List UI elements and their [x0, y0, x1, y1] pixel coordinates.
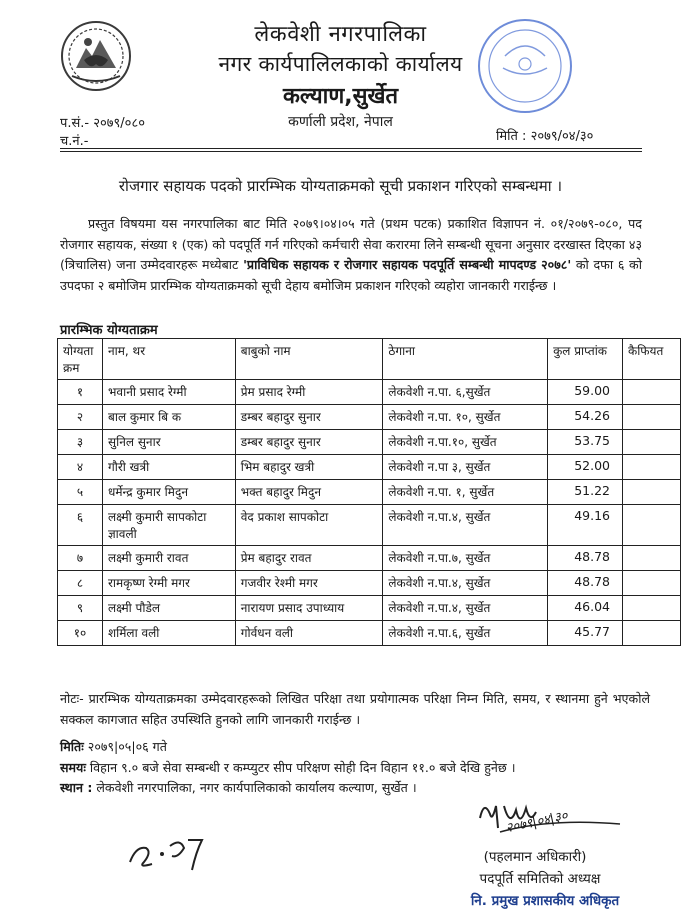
header-remarks: कैफियत — [622, 339, 680, 380]
subject-line: रोजगार सहायक पदको प्रारम्भिक योग्यताक्रमको सूची प्रकाशन गरिएको सम्बन्धमा । — [118, 177, 563, 195]
cell-score: 45.77 — [548, 621, 623, 646]
cell-name: लक्ष्मी पौडेल — [102, 596, 235, 621]
header-name: नाम, थर — [102, 339, 235, 380]
cell-address: लेकवेशी न.पा. ६,सुर्खेत — [383, 380, 548, 405]
cell-father: डम्बर बहादुर सुनार — [235, 430, 383, 455]
cell-father: भक्त बहादुर मिदुन — [235, 480, 383, 505]
cell-name: रामकृष्ण रेग्मी मगर — [102, 571, 235, 596]
exam-note: नोटः- प्रारम्भिक योग्यताक्रमका उम्मेदवारहरूको लिखित परिक्षा तथा प्रयोगात्मक परिक्षा निम्न मिति, समय, र स्थानमा हुने भएकोले सक्कल कागजात सहित उपस्थिति हुनको लागि जानकारी गराईन्छ । — [60, 691, 650, 727]
cell-father: प्रेम बहादुर रावत — [235, 546, 383, 571]
signatory-name: (पहलमान अधिकारी) — [483, 849, 587, 865]
table-row — [58, 455, 681, 480]
table-row — [58, 380, 681, 405]
cell-remark — [622, 405, 680, 430]
cell-address: लेकवेशी न.पा.६, सुर्खेत — [383, 621, 548, 646]
cell-father: नारायण प्रसाद उपाध्याय — [235, 596, 383, 621]
cell-name: सुनिल सुनार — [102, 430, 235, 455]
exam-date-line — [60, 738, 167, 755]
cell-father: वेद प्रकाश सापकोटा — [235, 505, 383, 546]
cell-name: शर्मिला वली — [102, 621, 235, 646]
cell-remark — [622, 430, 680, 455]
cell-remark — [622, 455, 680, 480]
office-seal-stamp — [475, 16, 575, 116]
cell-score: 54.26 — [548, 405, 623, 430]
cell-rank: ६ — [58, 505, 103, 546]
exam-place-value: लेकवेशी नगरपालिका, नगर कार्यपालिकाको कार्यालय कल्याण, सुर्खेत । — [96, 780, 417, 795]
cell-rank: २ — [58, 405, 103, 430]
cell-score: 59.00 — [548, 380, 623, 405]
cell-name: भवानी प्रसाद रेग्मी — [102, 380, 235, 405]
cell-rank: ७ — [58, 546, 103, 571]
table-row — [58, 546, 681, 571]
body-text-part1: प्रस्तुत विषयमा यस नगरपालिका बाट मिति २०७९।०४।०५ गते (प्रथम पटक) प्रकाशित विज्ञापन नं. ०१/२०७९-०८०, पद रोजगार सहायक, संख्या १ (एक) को पदपूर्ति गर्न गरिएको कर्मचारी सेवा करारमा लिने सम्बन्धी सूचना अनुसार दरखास्त दिएका ४३ (त्रिचालिस) जना उम्मेदवारहरू मध्येबाट — [60, 216, 642, 272]
initial-signature — [122, 828, 212, 873]
body-text-part2: को दफा ६ को उपदफा २ बमोजिम प्रारम्भिक योग्यताक्रमको सूची देहाय बमोजिम प्रकाशन गरिएको व्यहोरा जानकारी गराईन्छ । — [60, 257, 642, 293]
table-header-row — [58, 339, 681, 380]
table-row — [58, 405, 681, 430]
header-rank: योग्यता क्रम — [58, 339, 103, 380]
cell-score: 49.16 — [548, 505, 623, 546]
signatory-role: पदपूर्ति समितिको अध्यक्ष — [479, 871, 601, 887]
cell-remark — [622, 546, 680, 571]
cell-rank: ३ — [58, 430, 103, 455]
reference-number: प.सं.- २०७९/०८० — [60, 116, 145, 131]
cell-address: लेकवेशी न.पा. १, सुर्खेत — [383, 480, 548, 505]
merit-list-table — [57, 338, 681, 646]
header-divider-secondary — [60, 151, 642, 152]
cell-address: लेकवेशी न.पा.१०, सुर्खेत — [383, 430, 548, 455]
exam-date-value: २०७९|०५|०६ गते — [87, 739, 167, 754]
cell-address: लेकवेशी न.पा.४, सुर्खेत — [383, 505, 548, 546]
cell-address: लेकवेशी न.पा.४, सुर्खेत — [383, 596, 548, 621]
province-country: कर्णाली प्रदेश, नेपाल — [288, 114, 393, 130]
cell-father: गोर्वधन वली — [235, 621, 383, 646]
header-divider — [60, 148, 642, 149]
cell-score: 48.78 — [548, 571, 623, 596]
cell-rank: ९ — [58, 596, 103, 621]
cell-name: लक्ष्मी कुमारी सापकोटा ज्ञावली — [102, 505, 235, 546]
cell-address: लेकवेशी न.पा.४, सुर्खेत — [383, 571, 548, 596]
exam-place-line — [60, 779, 417, 796]
dispatch-number: च.नं.- — [60, 134, 89, 149]
cell-remark — [622, 596, 680, 621]
exam-time-line — [60, 759, 516, 776]
cell-father: गजवीर रेश्मी मगर — [235, 571, 383, 596]
header-father-name: बाबुको नाम — [235, 339, 383, 380]
cell-name: लक्ष्मी कुमारी रावत — [102, 546, 235, 571]
exam-place-label: स्थान : — [60, 780, 93, 795]
cell-remark — [622, 380, 680, 405]
office-name: नगर कार्यपालिलकाको कार्यालय — [218, 52, 463, 76]
cell-score: 52.00 — [548, 455, 623, 480]
cell-name: बाल कुमार बि क — [102, 405, 235, 430]
cell-rank: ८ — [58, 571, 103, 596]
cell-name: गौरी खत्री — [102, 455, 235, 480]
cell-remark — [622, 621, 680, 646]
header-total-score: कुल प्राप्तांक — [548, 339, 623, 380]
exam-time-value: विहान ९.० बजे सेवा सम्बन्धी र कम्प्युटर सीप परिक्षण सोही दिन विहान ११.० बजे देखि हुनेछ । — [89, 760, 516, 775]
signatory-designation-stamp: नि. प्रमुख प्रशासकीय अधिकृत — [470, 893, 620, 909]
handwritten-date: २०७९|०४|३० — [504, 808, 570, 837]
cell-rank: ५ — [58, 480, 103, 505]
cell-rank: १ — [58, 380, 103, 405]
cell-address: लेकवेशी न.पा ३, सुर्खेत — [383, 455, 548, 480]
cell-remark — [622, 505, 680, 546]
cell-remark — [622, 571, 680, 596]
body-text-bold-standard: 'प्राविधिक सहायक र रोजगार सहायक पदपूर्ति सम्बन्धी मापदण्ड २०७८' — [243, 257, 572, 272]
office-location: कल्याण,सुर्खेत — [282, 84, 399, 109]
header-address: ठेगाना — [383, 339, 548, 380]
table-row — [58, 505, 681, 546]
cell-score: 51.22 — [548, 480, 623, 505]
exam-time-label: समयः — [60, 760, 86, 775]
section-title: प्रारम्भिक योग्यताक्रम — [60, 323, 158, 338]
exam-date-label: मितिः — [60, 739, 84, 754]
table-row — [58, 430, 681, 455]
municipality-name: लेकवेशी नगरपालिका — [254, 22, 427, 47]
body-paragraph — [60, 214, 642, 296]
cell-father: डम्बर बहादुर सुनार — [235, 405, 383, 430]
cell-father: प्रेम प्रसाद रेग्मी — [235, 380, 383, 405]
cell-address: लेकवेशी न.पा. १०, सुर्खेत — [383, 405, 548, 430]
letter-date: मिति : २०७९/०४/३० — [496, 129, 594, 144]
cell-score: 53.75 — [548, 430, 623, 455]
table-row — [58, 571, 681, 596]
table-row — [58, 621, 681, 646]
cell-father: भिम बहादुर खत्री — [235, 455, 383, 480]
cell-rank: ४ — [58, 455, 103, 480]
table-row — [58, 596, 681, 621]
cell-score: 48.78 — [548, 546, 623, 571]
cell-rank: १० — [58, 621, 103, 646]
cell-score: 46.04 — [548, 596, 623, 621]
cell-name: धर्मेन्द्र कुमार मिदुन — [102, 480, 235, 505]
cell-remark — [622, 480, 680, 505]
cell-address: लेकवेशी न.पा.७, सुर्खेत — [383, 546, 548, 571]
table-row — [58, 480, 681, 505]
